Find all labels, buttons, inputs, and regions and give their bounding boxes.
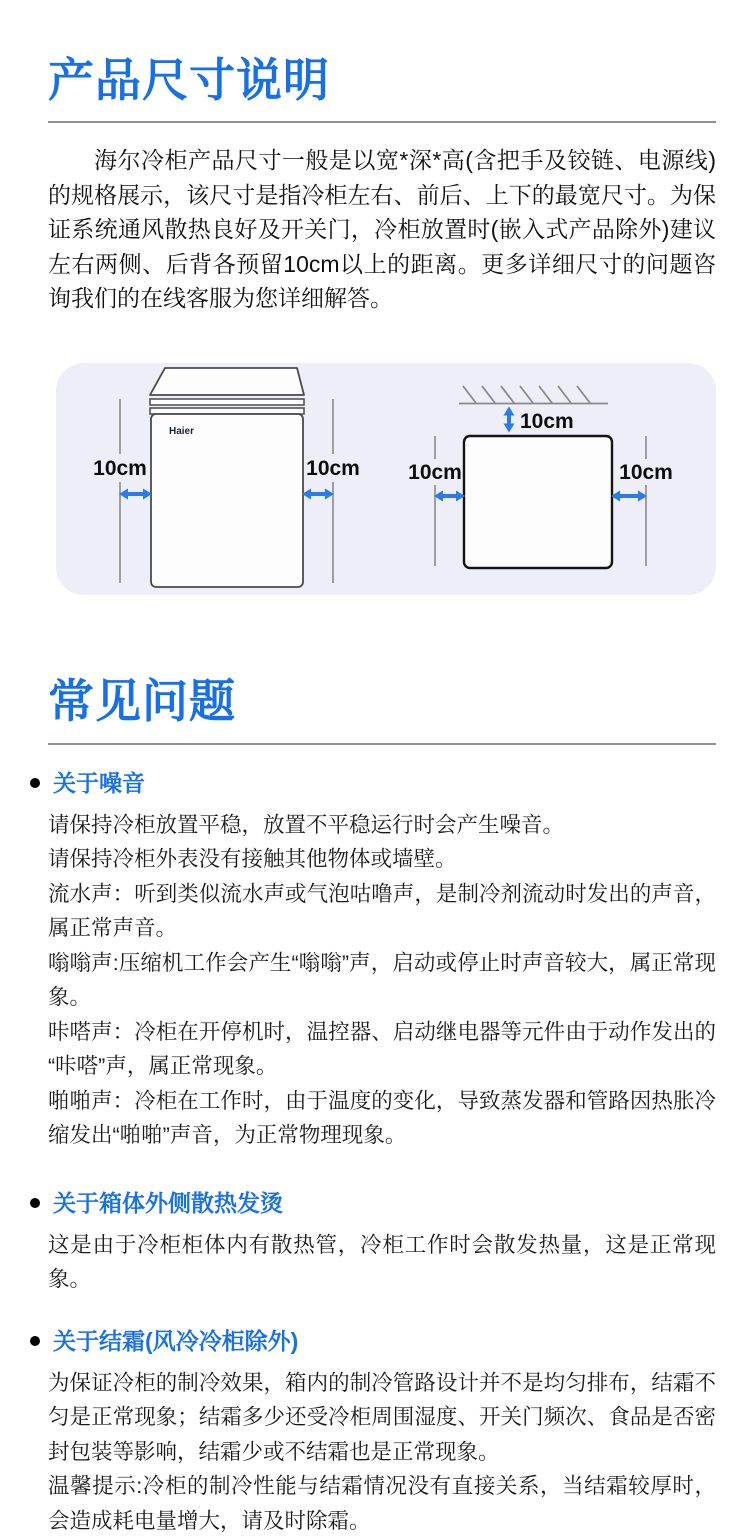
faq-section <box>0 676 750 1538</box>
clearance-diagram-panel <box>56 363 716 595</box>
faq-paragraph: 流水声：听到类似流水声或气泡咕噜声，是制冷剂流动时发出的声音，属正常声音。 <box>48 877 716 946</box>
faq-paragraph: 请保持冷柜放置平稳，放置不平稳运行时会产生噪音。 <box>48 808 716 843</box>
faq-heat-paragraphs <box>48 1228 716 1297</box>
bullet-icon <box>30 778 40 788</box>
faq-item-noise <box>30 770 716 796</box>
size-section-title: 产品尺寸说明 <box>48 0 716 105</box>
faq-paragraph: 温馨提示:冷柜的制冷性能与结霜情况没有直接关系，当结霜较厚时，会造成耗电量增大，请及时除霜。 <box>48 1469 716 1538</box>
faq-noise-paragraphs <box>48 808 716 1153</box>
top-right-arrow-icon <box>611 490 647 501</box>
wall-hatch-icon <box>459 386 608 404</box>
faq-item-heat <box>30 1190 716 1216</box>
product-size-section <box>0 0 750 595</box>
freezer-hinge-band-top <box>150 399 304 405</box>
size-intro-paragraph: 海尔冷柜产品尺寸一般是以宽*深*高(含把手及铰链、电源线)的规格展示，该尺寸是指冷柜左右、前后、上下的最宽尺寸。为保证系统通风散热良好及开关门，冷柜放置时(嵌入式产品除外)建议左右两侧、后背各预留10cm以上的距离。更多详细尺寸的问题咨询我们的在线客服为您详细解答。 <box>48 143 716 316</box>
faq-item-heading: 关于噪音 <box>53 770 145 796</box>
top-left-clearance-label: 10cm <box>408 461 462 484</box>
front-left-arrow-icon <box>119 488 152 499</box>
size-section-divider <box>48 121 716 123</box>
faq-paragraph: 咔嗒声：冷柜在开停机时，温控器、启动继电器等元件由于动作发出的“咔嗒”声，属正常现象。 <box>48 1015 716 1084</box>
faq-paragraph: 为保证冷柜的制冷效果，箱内的制冷管路设计并不是均匀排布，结霜不匀是正常现象；结霜多少还受冷柜周围湿度、开关门频次、食品是否密封包装等影响，结霜少或不结霜也是正常现象。 <box>48 1366 716 1470</box>
front-right-arrow-icon <box>302 488 334 499</box>
freezer-lid <box>150 368 304 395</box>
top-right-clearance-label: 10cm <box>619 461 673 484</box>
freezer-body <box>151 414 303 587</box>
clearance-diagram <box>56 363 716 595</box>
front-right-clearance-label: 10cm <box>306 457 360 480</box>
faq-paragraph: 啪啪声：冷柜在工作时，由于温度的变化，导致蒸发器和管路因热胀冷缩发出“啪啪”声音，为正常物理现象。 <box>48 1084 716 1153</box>
faq-paragraph: 请保持冷柜外表没有接触其他物体或墙壁。 <box>48 842 716 877</box>
top-back-arrow-icon <box>504 406 515 432</box>
top-back-clearance-label: 10cm <box>520 410 574 433</box>
faq-paragraph: 嗡嗡声:压缩机工作会产生“嗡嗡”声，启动或停止时声音较大，属正常现象。 <box>48 946 716 1015</box>
faq-item-heading: 关于结霜(风冷冷柜除外) <box>53 1328 298 1354</box>
faq-item-heading: 关于箱体外侧散热发烫 <box>53 1190 283 1216</box>
haier-logo-text: Haier <box>169 426 194 437</box>
faq-item-frost <box>30 1328 716 1354</box>
freezer-top-view-diagram <box>408 386 673 568</box>
freezer-top-outline <box>464 436 612 568</box>
faq-frost-paragraphs <box>48 1366 716 1538</box>
faq-paragraph: 这是由于冷柜柜体内有散热管，冷柜工作时会散发热量，这是正常现象。 <box>48 1228 716 1297</box>
faq-section-divider <box>48 743 716 745</box>
front-left-clearance-label: 10cm <box>93 457 147 480</box>
bullet-icon <box>30 1198 40 1208</box>
faq-section-title: 常见问题 <box>48 676 716 726</box>
bullet-icon <box>30 1336 40 1346</box>
freezer-front-diagram <box>93 368 360 587</box>
top-left-arrow-icon <box>434 490 465 501</box>
